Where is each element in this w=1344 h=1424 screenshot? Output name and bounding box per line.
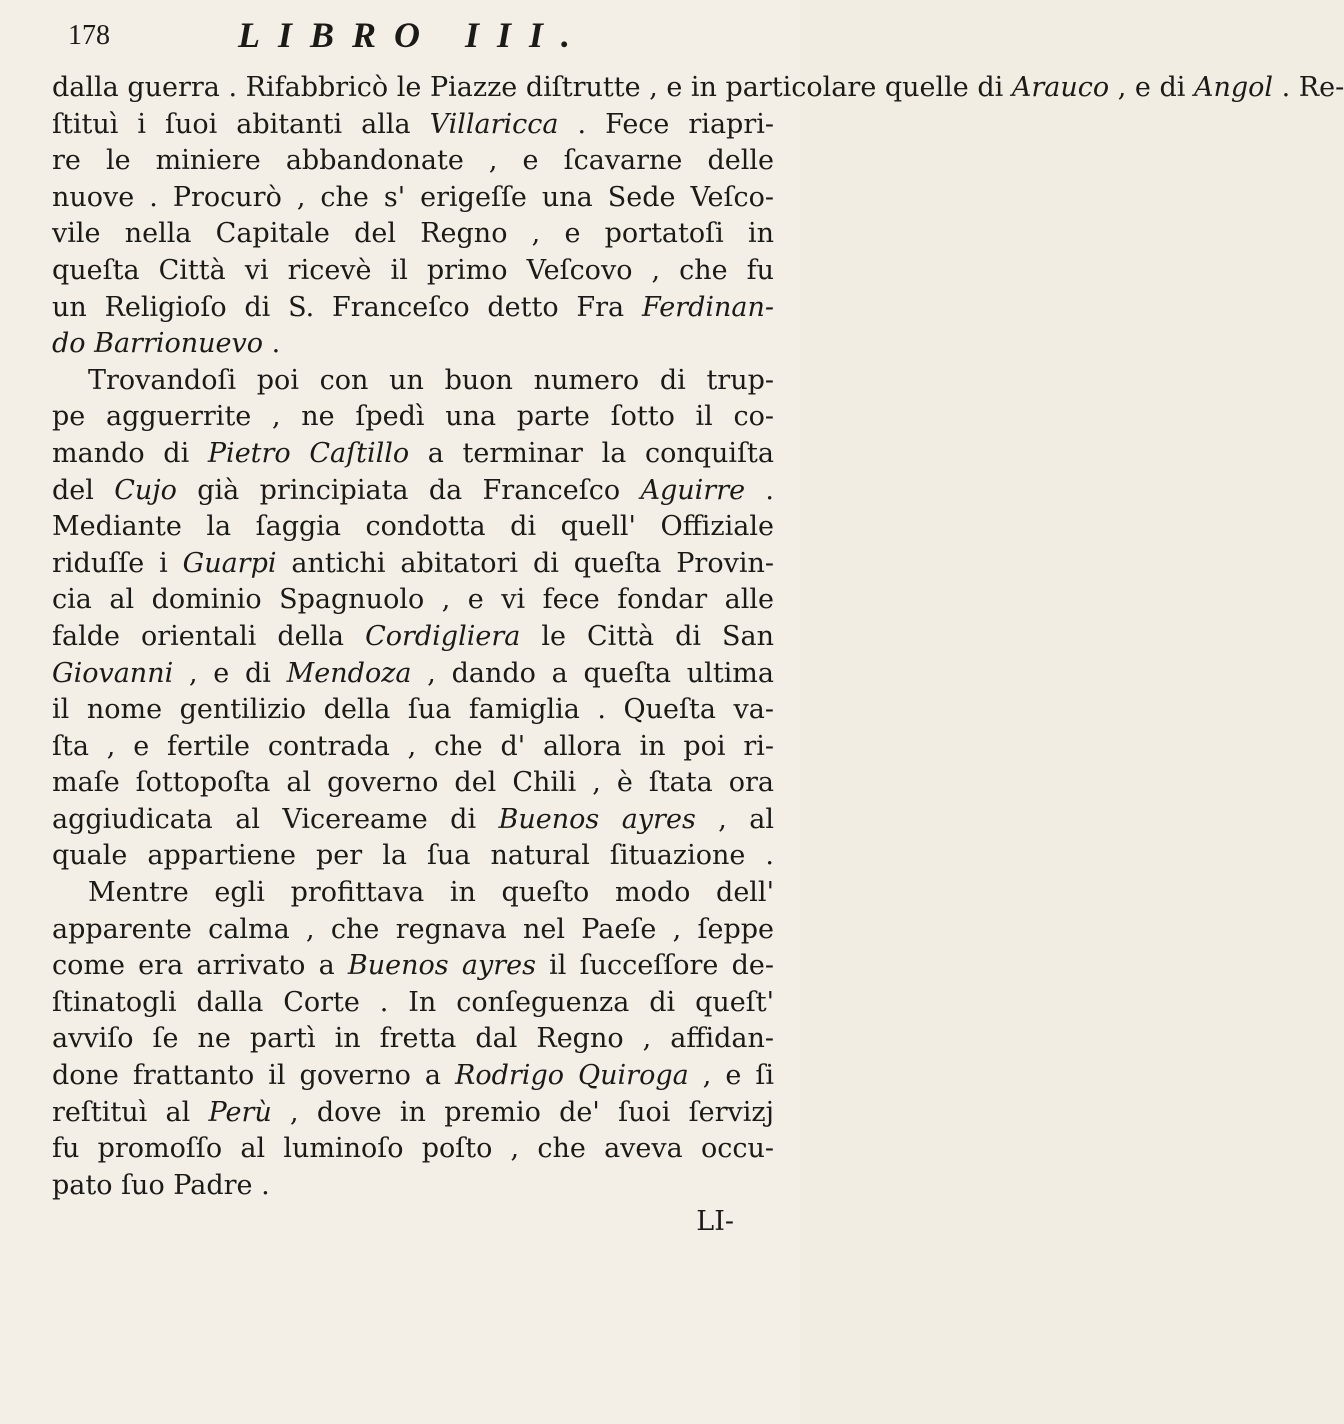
text-line: un Religioſo di S. Franceſco detto Fra Ferdinan- — [52, 291, 774, 323]
paragraph-start-line: Trovandoſi poi con un buon numero di trup- — [88, 364, 774, 396]
body-text — [52, 70, 1344, 1241]
text-line: fu promoſſo al luminoſo poſto , che aveva occu- — [52, 1133, 774, 1165]
text-line: pe agguerrite , ne ſpedì una parte ſotto il co- — [52, 401, 774, 433]
text-line: Mediante la ſaggia condotta di quell' Offiziale — [52, 511, 774, 543]
text-line: ſtituì i ſuoi abitanti alla Villaricca . Fece riapri- — [52, 108, 774, 140]
text-line: falde orientali della Cordigliera le Città di San — [52, 620, 775, 652]
text-line: come era arrivato a Buenos ayres il ſucceſſore de- — [52, 950, 774, 982]
running-title: LIBRO III. — [238, 15, 589, 55]
text-line: mando di Pietro Caſtillo a terminar la conquiſta — [52, 437, 775, 469]
text-line: apparente calma , che regnava nel Paeſe , ſeppe — [52, 913, 774, 945]
text-line: il nome gentilizio della ſua famiglia . Queſta va- — [52, 694, 774, 726]
text-line: ſta , e fertile contrada , che d' allora in poi ri- — [52, 730, 774, 762]
text-line: riduſſe i Guarpi antichi abitatori di queſta Provin- — [52, 547, 774, 579]
text-line: aggiudicata al Vicereame di Buenos ayres , al — [52, 803, 775, 835]
text-line: re le miniere abbandonate , e ſcavarne delle — [52, 145, 774, 177]
text-line: cia al dominio Spagnuolo , e vi fece fondar alle — [52, 584, 774, 616]
text-line: avviſo ſe ne partì in fretta dal Regno , affidan- — [52, 1023, 774, 1055]
page-number: 178 — [68, 20, 110, 51]
text-line: done frattanto il governo a Rodrigo Quiroga , e ſi — [52, 1060, 774, 1092]
text-line: vile nella Capitale del Regno , e portatoſi in — [52, 218, 774, 250]
text-line: dalla guerra . Rifabbricò le Piazze diſtrutte , e in particolare quelle di Arauco , e di Angol . Re- — [52, 72, 1344, 103]
text-line: ſtinatogli dalla Corte . In conſeguenza di queſt' — [52, 986, 774, 1018]
paragraph-start-line: Mentre egli profittava in queſto modo dell' — [88, 877, 774, 909]
text-line: nuove . Procurò , che s' erigeſſe una Sede Veſco- — [52, 181, 774, 213]
text-line: quale appartiene per la ſua natural ſituazione . — [52, 840, 774, 872]
page-header — [68, 12, 768, 62]
text-line: queſta Città vi ricevè il primo Veſcovo , che fu — [52, 254, 774, 286]
text-line: maſe ſottopoſta al governo del Chili , è ſtata ora — [52, 767, 774, 799]
text-line: Giovanni , e di Mendoza , dando a queſta ultima — [52, 657, 774, 689]
text-line: reſtituì al Perù , dove in premio de' ſuoi ſervizj — [52, 1096, 774, 1128]
text-line: do Barrionuevo . — [52, 328, 281, 360]
catchword: LI- — [696, 1206, 734, 1238]
text-line: pato ſuo Padre . — [52, 1169, 270, 1201]
text-line: del Cujo già principiata da Franceſco Aguirre . — [52, 474, 775, 506]
